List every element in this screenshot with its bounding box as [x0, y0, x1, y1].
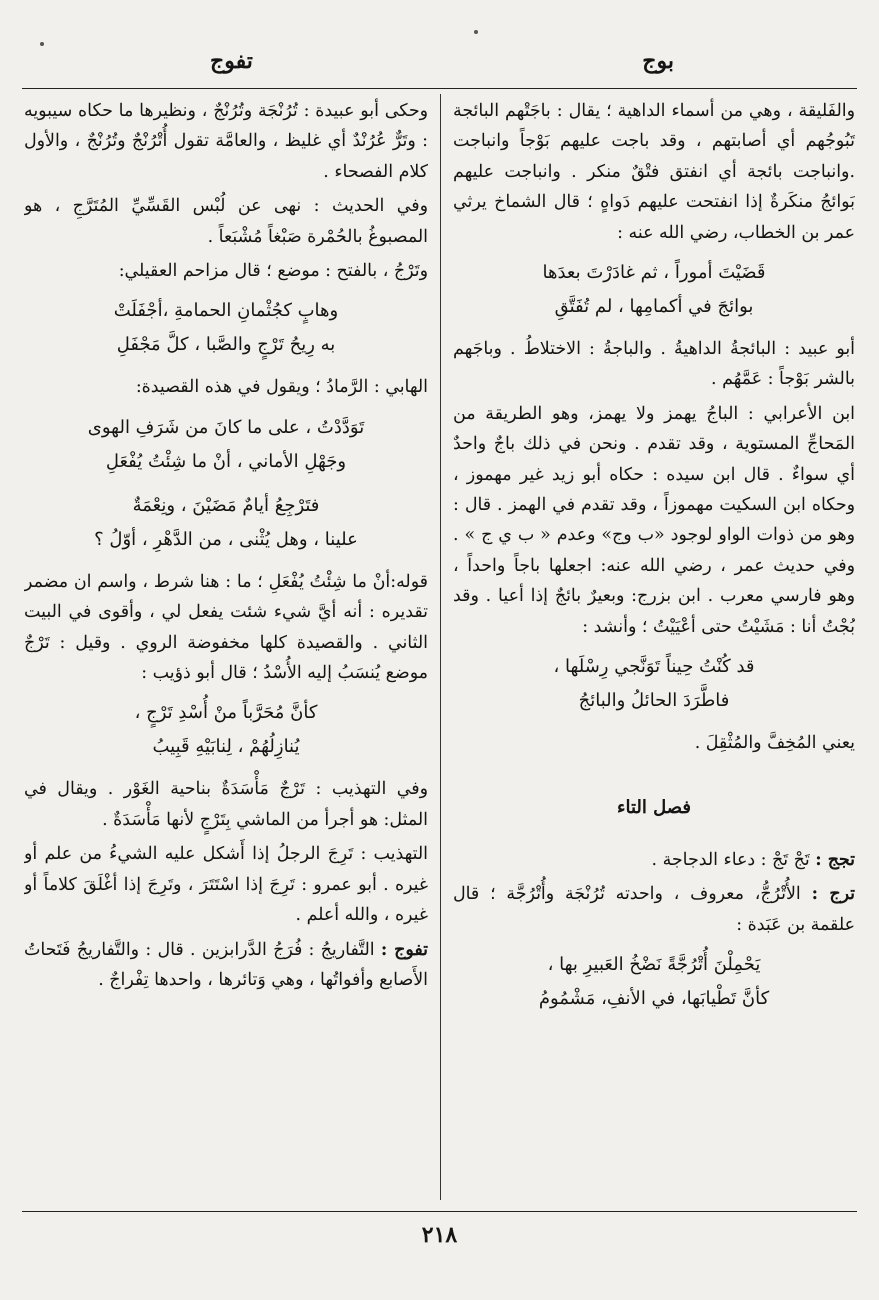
verse-line: به رِيحُ تَرْجٍ والصَّبا ، كلَّ مَجْفَلِ — [116, 334, 336, 356]
paragraph: التهذيب : تَرِجَ الرجلُ إذا أَشكل عليه الشيءُ من علم أو غيره . أبو عمرو : تَرِجَ إذا اسْتَتَرَ ، وتَرِجَ إذا أغْلَقَ كلاماً أو غيره ، والله أعلم . — [24, 844, 428, 926]
verse — [453, 650, 855, 718]
verse — [453, 948, 855, 1016]
entry — [24, 935, 428, 996]
verse-line: كأنَّ تَطْيابَها، في الأنفِ، مَشْمُومُ — [538, 988, 770, 1010]
paragraph: وفي الحديث : نهى عن لُبْس القَسِّيِّ المُتَرَّجِ ، هو المصبوغُ بالحُمْرة صَبْغاً مُشْبَعاً . — [24, 196, 428, 247]
verse — [24, 696, 428, 764]
paper-speck — [474, 30, 478, 34]
verse-line: كأنَّ مُحَرَّباً منْ أُسْدِ تَرْجٍ ، — [134, 702, 318, 724]
footer-rule — [22, 1211, 857, 1212]
running-head-left: تفوج — [210, 48, 253, 74]
running-head-right: بوج — [642, 48, 674, 74]
paragraph: الهابي : الرَّمادُ ؛ ويقول في هذه القصيدة: — [135, 377, 428, 398]
paragraph: والفَليقة ، وهي من أسماء الداهية ؛ يقال : باجَتْهم البائجة تَبُوجُهم أي أصابتهم ، وقد باجت عليهم بَوْجاً وانباجت .وانباجت بائجة أي انفتق فتْقٌ منكر . وانباجت عليهم بَوائجُ منكَرةٌ إذا انفتحت عليهم دَواهٍ ؛ قال الشماخ يرثي عمر بن الخطاب، رضي الله عنه : — [453, 101, 855, 243]
page-number: ٢١٨ — [421, 1222, 458, 1248]
verse — [24, 294, 428, 362]
section-title: فصل التاء — [617, 796, 691, 818]
verse-line: وجَهْلِ الأماني ، أنْ ما شِئْتُ يُفْعَلِ — [105, 450, 347, 472]
verse-line: علينا ، وهل يُثْنى ، من الدَّهْرِ ، أوّلُ ؟ — [94, 528, 358, 550]
paragraph: وفي التهذيب : تَرْجٌ مَأْسَدَةٌ بناحية الغَوْر . ويقال في المثل: هو أجرأ من الماشي بِتَرْجٍ لأنها مَأْسَدَةٌ . — [24, 779, 428, 830]
entry-text: تَجْ تَجْ : دعاء الدجاجة . — [651, 849, 810, 870]
paragraph: ابن الأعرابي : الباجُ يهمز ولا يهمز، وهو الطريقة من المَحاجِّ المستوية ، وقد تقدم . ونحن في ذلك باجٌ واحدٌ أي سواءٌ . قال ابن سيده : حكاه أبو زيد غير مهموز ، وحكاه ابن السكيت مهموزاً ، وقد تقدم في الهمز . قال : وهو من ذوات الواو لوجود «ب وج» وعدم « ب ي ج » . وفي حديث عمر ، رضي الله عنه: اجعلها باجاً واحداً ، وهو فارسي معرب . ابن بزرج: وبعيرٌ بائجٌ إذا أعيا . وقد بُجْتُ أنا : مَشَيْتُ حتى أعْيَيْتُ ؛ وأنشد : — [453, 403, 855, 637]
verse-line: يُنازِلُهُمْ ، لِنابَيْهِ قَبِيبُ — [152, 736, 300, 758]
paragraph: يعني المُخِفَّ والمُثْقِلَ . — [694, 733, 855, 754]
verse-line: يَحْمِلْنَ أُتْرُجَّةً نَضْخُ العَبيرِ بها ، — [547, 954, 761, 976]
paragraph: قوله:أنْ ما شِئْتُ يُفْعَلِ ؛ ما : هنا شرط ، واسم ان مضمر تقديره : أنه أيَّ شيء شئت يفعل لي ، وأقوى في البيت الثاني . والقصيدة كلها مخفوضة الروي . وقيل : تَرْجٌ موضع يُنسَبُ إليه الأُسْدُ ؛ قال أبو ذؤيب : — [24, 571, 428, 684]
entry-text: التَّفاريجُ : فُرَجُ الدَّرابزين . قال : والتَّفاريجُ فَتَحاتُ الأَصابع وأفواتُها ، وهي وَتائرها ، واحدها تِفْراجٌ . — [24, 939, 428, 990]
entry-headword: تفوج : — [380, 939, 428, 960]
verse-line: قَضَيْتَ أموراً ، ثم غادَرْتَ بعدَها — [542, 262, 766, 284]
column-divider — [440, 94, 441, 1200]
paragraph: وحكى أبو عبيدة : تُرُنْجَة وتُرُنْجٌ ، ونظيرها ما حكاه سيبويه : وتَرٌّ عُرُنْدٌ أي غليظ ، والعامَّة تقول أُتْرُنْجٌ وتُرُنْجٌ ، والأول كلام الفصحاء . — [24, 101, 428, 182]
entry-text: الأُتْرُجُّ، معروف ، واحدته تُرُنْجَة وأُتْرُجَّة ؛ قال علقمة بن عَبَدة : — [453, 884, 855, 935]
verse-line: بوائجَ في أكمامِها ، لم تُفَتَّقِ — [554, 296, 754, 318]
verse-line: قد كُنْتُ حِيناً تَوَنَّجي رِسْلَها ، — [553, 656, 755, 678]
entry — [453, 879, 855, 940]
paragraph: أبو عبيد : البائجةُ الداهيةُ . والباجةُ : الاختلاطُ . وباجَهم بالشر بَوْجاً : عَمَّهُم . — [453, 339, 855, 390]
paper-speck — [40, 42, 44, 46]
verse-line: تَوَدَّدْتُ ، على ما كانَ من شَرَفِ الهوى — [87, 416, 365, 438]
entry — [453, 845, 855, 875]
entry-headword: تجج : — [815, 849, 855, 870]
verse — [24, 411, 428, 479]
header-rule — [22, 88, 857, 89]
paragraph: وتَرْجُ ، بالفتح : موضع ؛ قال مزاحم العقيلي: — [118, 261, 428, 282]
verse-line: فاطَّرَدَ الحائلُ والبائجُ — [578, 690, 730, 712]
entry-headword: ترج : — [811, 884, 855, 905]
verse-line: فتَرْجِعُ أيامٌ مَضَيْنَ ، ونِعْمَةٌ — [132, 494, 320, 516]
verse-line: وهابٍ كجُثْمانِ الحمامةِ ،أجْفَلَتْ — [113, 300, 339, 322]
right-column — [453, 96, 855, 1204]
verse — [453, 256, 855, 324]
left-column — [24, 96, 428, 1204]
verse — [24, 489, 428, 557]
